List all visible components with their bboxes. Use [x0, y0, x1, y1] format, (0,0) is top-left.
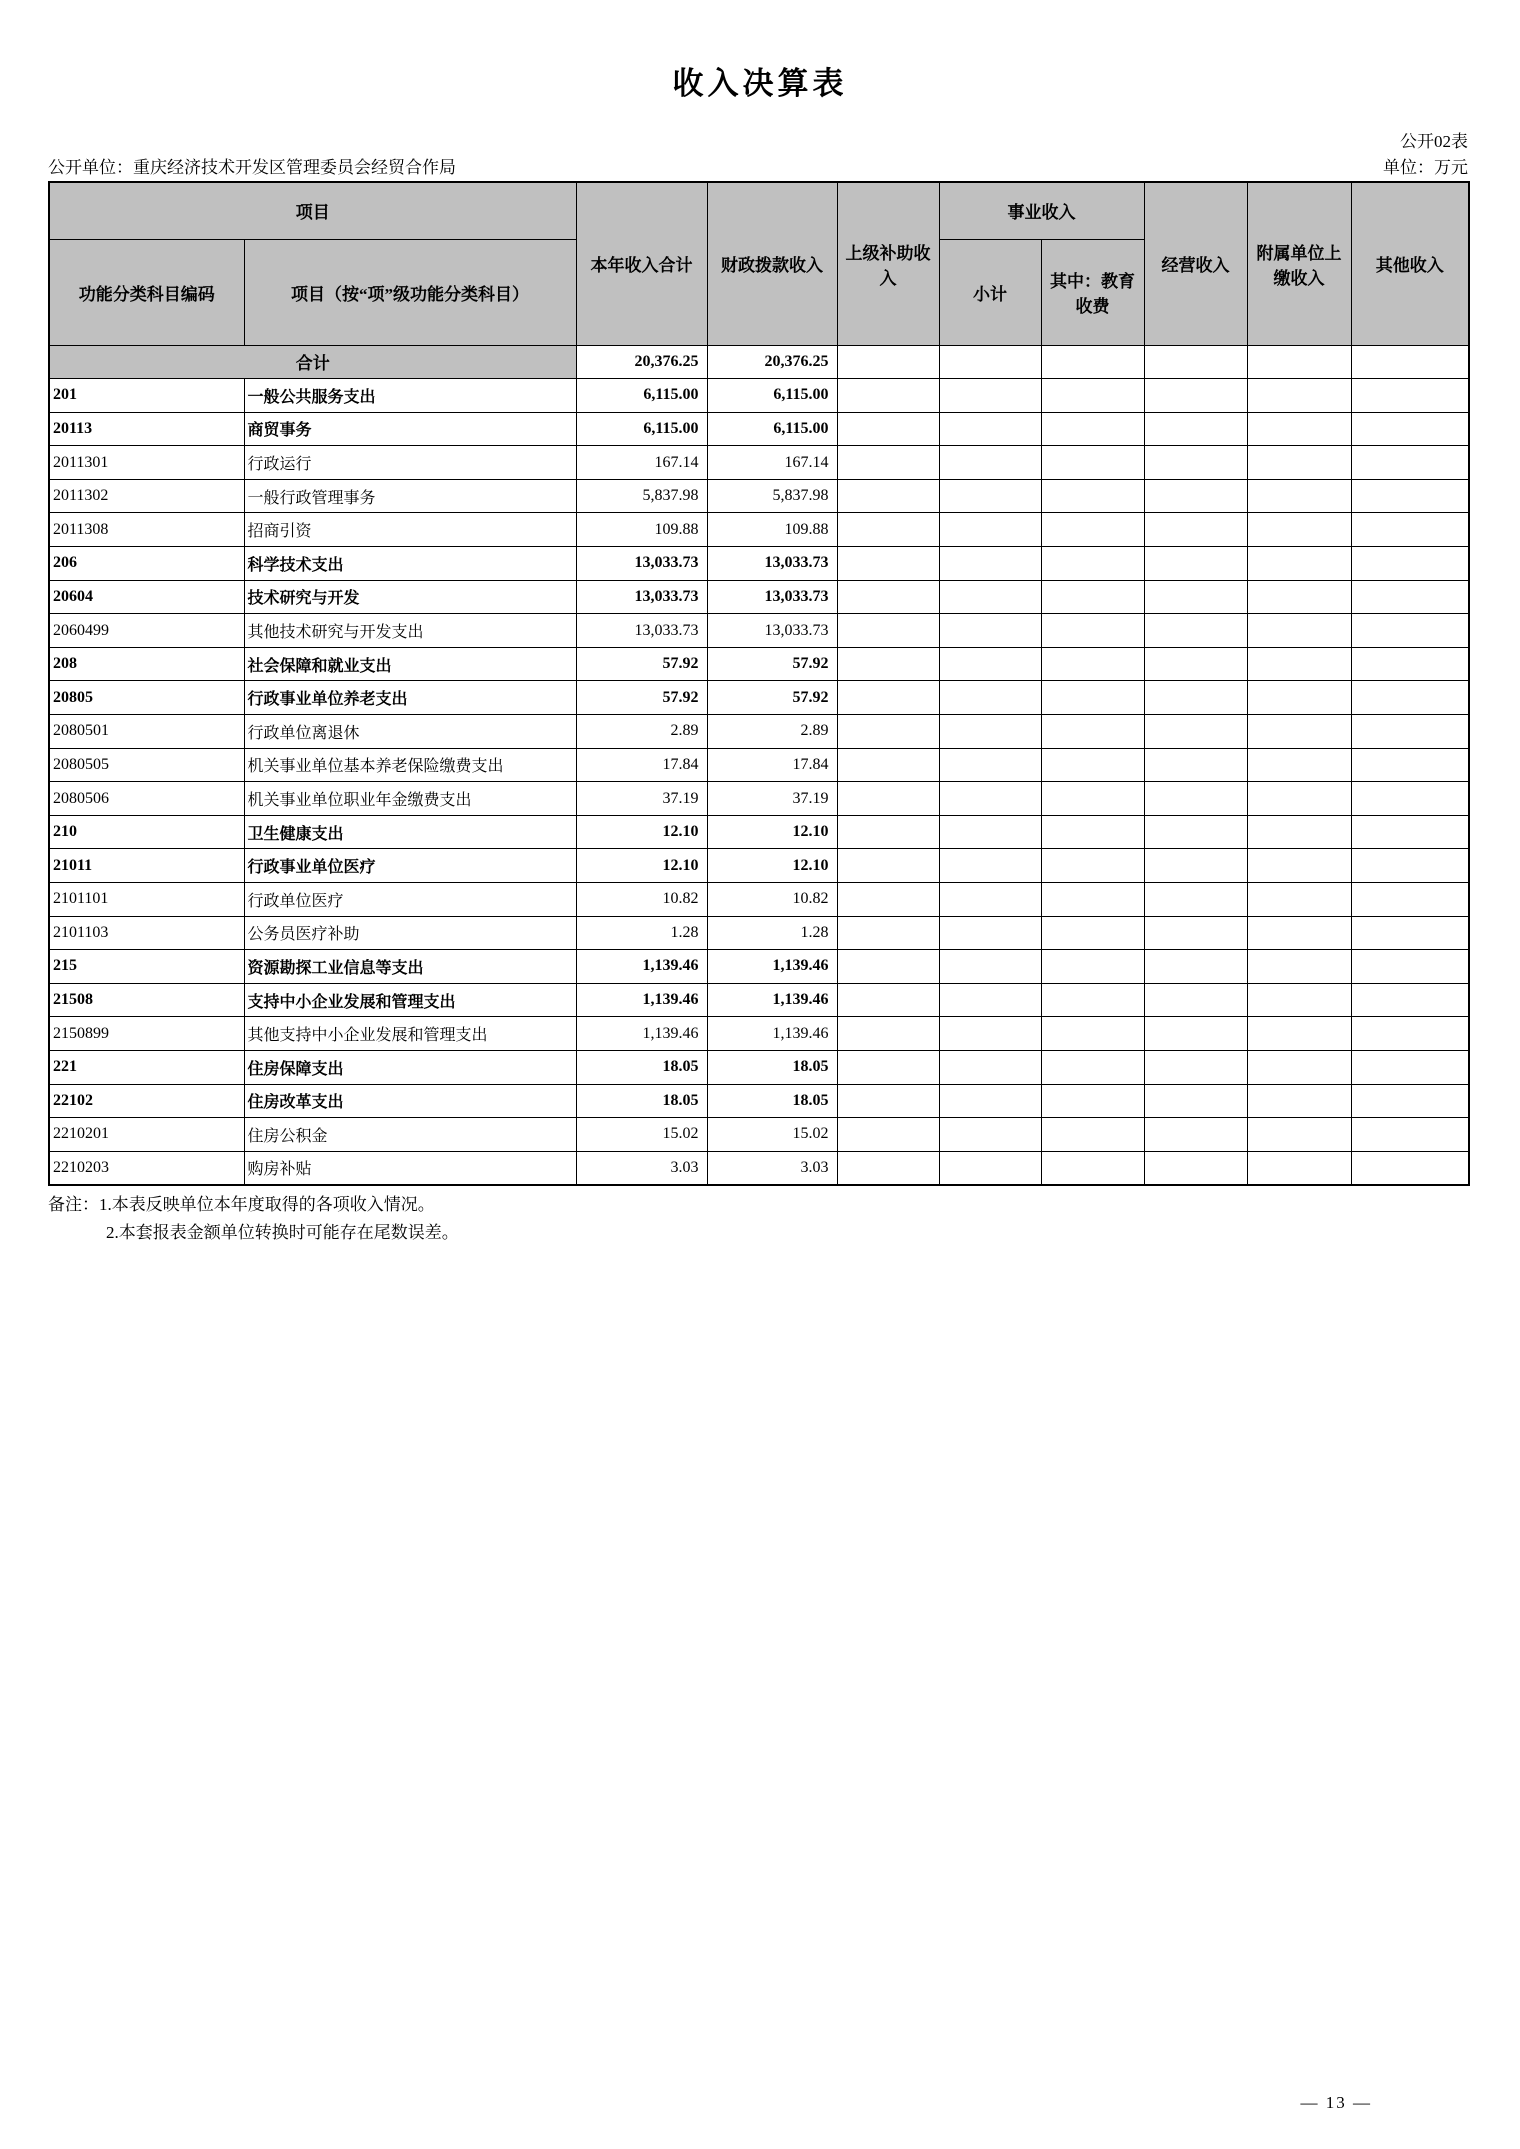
row-affiliated-remit	[1247, 379, 1351, 413]
row-superior-subsidy	[837, 547, 939, 581]
row-other-income	[1351, 1017, 1469, 1051]
row-code: 20604	[49, 580, 244, 614]
row-fiscal-allocation: 1.28	[707, 916, 837, 950]
table-row	[49, 916, 1469, 950]
header-operating-income: 经营收入	[1144, 182, 1247, 345]
row-fiscal-allocation: 20,376.25	[707, 345, 837, 379]
row-superior-subsidy	[837, 1050, 939, 1084]
row-education-fee	[1041, 916, 1144, 950]
row-fiscal-allocation: 1,139.46	[707, 983, 837, 1017]
row-annual-total: 10.82	[576, 883, 707, 917]
row-code: 2011301	[49, 446, 244, 480]
row-other-income	[1351, 1084, 1469, 1118]
row-item: 支持中小企业发展和管理支出	[244, 983, 576, 1017]
row-code: 2080505	[49, 748, 244, 782]
header-fiscal-allocation: 财政拨款收入	[707, 182, 837, 345]
row-fiscal-allocation: 3.03	[707, 1151, 837, 1185]
row-annual-total: 1,139.46	[576, 1017, 707, 1051]
row-education-fee	[1041, 1084, 1144, 1118]
row-education-fee	[1041, 983, 1144, 1017]
row-education-fee	[1041, 345, 1144, 379]
row-annual-total: 57.92	[576, 681, 707, 715]
row-superior-subsidy	[837, 950, 939, 984]
row-item: 卫生健康支出	[244, 815, 576, 849]
row-item: 行政单位医疗	[244, 883, 576, 917]
row-operating-income	[1144, 1118, 1247, 1152]
row-operating-income	[1144, 1151, 1247, 1185]
row-affiliated-remit	[1247, 513, 1351, 547]
row-education-fee	[1041, 950, 1144, 984]
table-row	[49, 446, 1469, 480]
table-row	[49, 748, 1469, 782]
row-code: 21011	[49, 849, 244, 883]
table-row	[49, 1118, 1469, 1152]
table-row	[49, 715, 1469, 749]
row-fiscal-allocation: 13,033.73	[707, 614, 837, 648]
row-code: 20113	[49, 412, 244, 446]
row-subtotal	[939, 849, 1041, 883]
row-fiscal-allocation: 57.92	[707, 647, 837, 681]
table-row	[49, 681, 1469, 715]
row-annual-total: 20,376.25	[576, 345, 707, 379]
row-other-income	[1351, 479, 1469, 513]
row-fiscal-allocation: 6,115.00	[707, 379, 837, 413]
row-other-income	[1351, 715, 1469, 749]
row-superior-subsidy	[837, 647, 939, 681]
row-item: 住房保障支出	[244, 1050, 576, 1084]
row-item: 技术研究与开发	[244, 580, 576, 614]
row-operating-income	[1144, 412, 1247, 446]
row-affiliated-remit	[1247, 748, 1351, 782]
row-annual-total: 37.19	[576, 782, 707, 816]
row-annual-total: 109.88	[576, 513, 707, 547]
page-number: — 13 —	[1300, 2093, 1372, 2112]
row-affiliated-remit	[1247, 815, 1351, 849]
row-item: 行政事业单位养老支出	[244, 681, 576, 715]
row-annual-total: 3.03	[576, 1151, 707, 1185]
row-subtotal	[939, 883, 1041, 917]
row-operating-income	[1144, 883, 1247, 917]
row-code: 2080506	[49, 782, 244, 816]
row-operating-income	[1144, 647, 1247, 681]
row-subtotal	[939, 345, 1041, 379]
header-education-fee: 其中：教育收费	[1041, 239, 1144, 345]
row-subtotal	[939, 748, 1041, 782]
row-operating-income	[1144, 1050, 1247, 1084]
row-other-income	[1351, 614, 1469, 648]
row-annual-total: 1,139.46	[576, 950, 707, 984]
row-operating-income	[1144, 815, 1247, 849]
row-annual-total: 57.92	[576, 647, 707, 681]
row-operating-income	[1144, 513, 1247, 547]
row-other-income	[1351, 681, 1469, 715]
row-item: 住房公积金	[244, 1118, 576, 1152]
row-code: 2060499	[49, 614, 244, 648]
table-row	[49, 547, 1469, 581]
row-superior-subsidy	[837, 1118, 939, 1152]
table-row	[49, 782, 1469, 816]
row-education-fee	[1041, 614, 1144, 648]
row-subtotal	[939, 580, 1041, 614]
row-superior-subsidy	[837, 446, 939, 480]
page-title: 收入决算表	[672, 66, 848, 101]
row-other-income	[1351, 782, 1469, 816]
row-annual-total: 12.10	[576, 849, 707, 883]
row-education-fee	[1041, 479, 1144, 513]
row-affiliated-remit	[1247, 412, 1351, 446]
note-line-2: 2.本套报表金额单位转换时可能存在尾数误差。	[106, 1222, 459, 1242]
row-operating-income	[1144, 681, 1247, 715]
table-row	[49, 883, 1469, 917]
row-superior-subsidy	[837, 715, 939, 749]
row-other-income	[1351, 1151, 1469, 1185]
row-item: 社会保障和就业支出	[244, 647, 576, 681]
row-operating-income	[1144, 916, 1247, 950]
row-annual-total: 13,033.73	[576, 614, 707, 648]
row-education-fee	[1041, 849, 1144, 883]
row-item: 其他技术研究与开发支出	[244, 614, 576, 648]
header-subtotal: 小计	[939, 239, 1041, 345]
row-code: 22102	[49, 1084, 244, 1118]
row-affiliated-remit	[1247, 580, 1351, 614]
table-row	[49, 1151, 1469, 1185]
row-item: 一般行政管理事务	[244, 479, 576, 513]
row-operating-income	[1144, 345, 1247, 379]
row-annual-total: 1.28	[576, 916, 707, 950]
table-row	[49, 379, 1469, 413]
row-code: 208	[49, 647, 244, 681]
row-code: 201	[49, 379, 244, 413]
row-subtotal	[939, 916, 1041, 950]
row-code: 2210203	[49, 1151, 244, 1185]
row-code: 2080501	[49, 715, 244, 749]
row-annual-total: 13,033.73	[576, 547, 707, 581]
row-code: 20805	[49, 681, 244, 715]
note-line-1: 备注：1.本表反映单位本年度取得的各项收入情况。	[48, 1194, 435, 1214]
row-affiliated-remit	[1247, 1151, 1351, 1185]
row-code: 2011302	[49, 479, 244, 513]
table-row	[49, 849, 1469, 883]
row-superior-subsidy	[837, 479, 939, 513]
table-row	[49, 479, 1469, 513]
row-operating-income	[1144, 782, 1247, 816]
row-education-fee	[1041, 513, 1144, 547]
row-fiscal-allocation: 13,033.73	[707, 547, 837, 581]
summary-row	[49, 345, 1469, 379]
row-affiliated-remit	[1247, 715, 1351, 749]
row-education-fee	[1041, 446, 1144, 480]
header-affiliated-remit: 附属单位上缴收入	[1247, 182, 1351, 345]
row-affiliated-remit	[1247, 1118, 1351, 1152]
row-affiliated-remit	[1247, 849, 1351, 883]
row-subtotal	[939, 715, 1041, 749]
row-fiscal-allocation: 17.84	[707, 748, 837, 782]
row-code: 206	[49, 547, 244, 581]
row-superior-subsidy	[837, 916, 939, 950]
row-subtotal	[939, 1118, 1041, 1152]
row-operating-income	[1144, 379, 1247, 413]
header-item: 项目（按“项”级功能分类科目）	[244, 239, 576, 345]
row-subtotal	[939, 479, 1041, 513]
table-row	[49, 412, 1469, 446]
row-operating-income	[1144, 547, 1247, 581]
row-annual-total: 13,033.73	[576, 580, 707, 614]
row-item: 商贸事务	[244, 412, 576, 446]
row-code: 2101101	[49, 883, 244, 917]
row-code: 2150899	[49, 1017, 244, 1051]
row-operating-income	[1144, 580, 1247, 614]
row-subtotal	[939, 1017, 1041, 1051]
row-other-income	[1351, 345, 1469, 379]
row-code: 221	[49, 1050, 244, 1084]
row-superior-subsidy	[837, 1017, 939, 1051]
row-item: 一般公共服务支出	[244, 379, 576, 413]
row-affiliated-remit	[1247, 614, 1351, 648]
row-other-income	[1351, 983, 1469, 1017]
row-fiscal-allocation: 18.05	[707, 1084, 837, 1118]
row-subtotal	[939, 1050, 1041, 1084]
row-education-fee	[1041, 715, 1144, 749]
row-operating-income	[1144, 1017, 1247, 1051]
row-affiliated-remit	[1247, 883, 1351, 917]
row-education-fee	[1041, 1118, 1144, 1152]
row-fiscal-allocation: 37.19	[707, 782, 837, 816]
row-annual-total: 6,115.00	[576, 379, 707, 413]
row-subtotal	[939, 1084, 1041, 1118]
row-subtotal	[939, 950, 1041, 984]
table-row	[49, 950, 1469, 984]
header-other-income: 其他收入	[1351, 182, 1469, 345]
row-education-fee	[1041, 412, 1144, 446]
row-affiliated-remit	[1247, 1017, 1351, 1051]
row-operating-income	[1144, 849, 1247, 883]
row-subtotal	[939, 782, 1041, 816]
row-superior-subsidy	[837, 580, 939, 614]
table-header	[49, 182, 1469, 345]
row-other-income	[1351, 883, 1469, 917]
row-annual-total: 17.84	[576, 748, 707, 782]
row-superior-subsidy	[837, 748, 939, 782]
row-other-income	[1351, 647, 1469, 681]
row-operating-income	[1144, 748, 1247, 782]
header-function-code: 功能分类科目编码	[49, 239, 244, 345]
table-row	[49, 983, 1469, 1017]
row-fiscal-allocation: 1,139.46	[707, 950, 837, 984]
row-item: 机关事业单位职业年金缴费支出	[244, 782, 576, 816]
row-other-income	[1351, 916, 1469, 950]
row-code: 2011308	[49, 513, 244, 547]
row-education-fee	[1041, 1017, 1144, 1051]
row-fiscal-allocation: 10.82	[707, 883, 837, 917]
row-other-income	[1351, 950, 1469, 984]
row-operating-income	[1144, 950, 1247, 984]
row-annual-total: 12.10	[576, 815, 707, 849]
header-project-group: 项目	[49, 182, 576, 239]
summary-label: 合计	[49, 345, 576, 379]
row-code: 2101103	[49, 916, 244, 950]
row-education-fee	[1041, 815, 1144, 849]
row-code: 215	[49, 950, 244, 984]
row-affiliated-remit	[1247, 916, 1351, 950]
row-item: 住房改革支出	[244, 1084, 576, 1118]
row-other-income	[1351, 547, 1469, 581]
publisher-label: 公开单位：重庆经济技术开发区管理委员会经贸合作局	[48, 158, 456, 177]
row-subtotal	[939, 446, 1041, 480]
row-annual-total: 167.14	[576, 446, 707, 480]
income-table	[48, 181, 1470, 1186]
table-row	[49, 1084, 1469, 1118]
row-other-income	[1351, 748, 1469, 782]
table-row	[49, 513, 1469, 547]
row-education-fee	[1041, 883, 1144, 917]
table-row	[49, 580, 1469, 614]
row-education-fee	[1041, 1151, 1144, 1185]
row-subtotal	[939, 614, 1041, 648]
row-fiscal-allocation: 167.14	[707, 446, 837, 480]
row-annual-total: 5,837.98	[576, 479, 707, 513]
row-superior-subsidy	[837, 883, 939, 917]
row-superior-subsidy	[837, 412, 939, 446]
row-education-fee	[1041, 748, 1144, 782]
row-item: 资源勘探工业信息等支出	[244, 950, 576, 984]
row-annual-total: 15.02	[576, 1118, 707, 1152]
row-fiscal-allocation: 6,115.00	[707, 412, 837, 446]
form-code: 公开02表	[1400, 132, 1468, 151]
row-fiscal-allocation: 109.88	[707, 513, 837, 547]
row-other-income	[1351, 446, 1469, 480]
row-affiliated-remit	[1247, 983, 1351, 1017]
row-affiliated-remit	[1247, 647, 1351, 681]
row-annual-total: 2.89	[576, 715, 707, 749]
row-fiscal-allocation: 12.10	[707, 815, 837, 849]
table-row	[49, 647, 1469, 681]
row-superior-subsidy	[837, 1084, 939, 1118]
row-subtotal	[939, 412, 1041, 446]
row-annual-total: 18.05	[576, 1050, 707, 1084]
row-other-income	[1351, 580, 1469, 614]
row-affiliated-remit	[1247, 345, 1351, 379]
row-code: 2210201	[49, 1118, 244, 1152]
row-superior-subsidy	[837, 849, 939, 883]
row-fiscal-allocation: 1,139.46	[707, 1017, 837, 1051]
row-education-fee	[1041, 580, 1144, 614]
header-superior-subsidy: 上级补助收入	[837, 182, 939, 345]
row-operating-income	[1144, 983, 1247, 1017]
row-other-income	[1351, 1050, 1469, 1084]
row-item: 公务员医疗补助	[244, 916, 576, 950]
row-other-income	[1351, 1118, 1469, 1152]
row-subtotal	[939, 681, 1041, 715]
row-other-income	[1351, 513, 1469, 547]
table-row	[49, 1050, 1469, 1084]
table-row	[49, 614, 1469, 648]
row-affiliated-remit	[1247, 1084, 1351, 1118]
row-superior-subsidy	[837, 345, 939, 379]
row-code: 21508	[49, 983, 244, 1017]
row-fiscal-allocation: 13,033.73	[707, 580, 837, 614]
row-item: 行政运行	[244, 446, 576, 480]
row-affiliated-remit	[1247, 547, 1351, 581]
row-operating-income	[1144, 479, 1247, 513]
row-other-income	[1351, 849, 1469, 883]
row-item: 科学技术支出	[244, 547, 576, 581]
row-other-income	[1351, 379, 1469, 413]
meta-row	[48, 153, 1468, 178]
row-fiscal-allocation: 15.02	[707, 1118, 837, 1152]
table-row	[49, 815, 1469, 849]
row-affiliated-remit	[1247, 681, 1351, 715]
row-subtotal	[939, 1151, 1041, 1185]
row-education-fee	[1041, 681, 1144, 715]
row-education-fee	[1041, 1050, 1144, 1084]
row-subtotal	[939, 547, 1041, 581]
row-code: 210	[49, 815, 244, 849]
table-body	[49, 345, 1469, 1185]
row-education-fee	[1041, 379, 1144, 413]
row-superior-subsidy	[837, 379, 939, 413]
row-item: 行政单位离退休	[244, 715, 576, 749]
row-item: 其他支持中小企业发展和管理支出	[244, 1017, 576, 1051]
row-affiliated-remit	[1247, 950, 1351, 984]
row-other-income	[1351, 412, 1469, 446]
header-business-income-group: 事业收入	[939, 182, 1144, 239]
row-annual-total: 1,139.46	[576, 983, 707, 1017]
row-affiliated-remit	[1247, 479, 1351, 513]
row-superior-subsidy	[837, 1151, 939, 1185]
row-superior-subsidy	[837, 614, 939, 648]
row-other-income	[1351, 815, 1469, 849]
row-operating-income	[1144, 1084, 1247, 1118]
row-superior-subsidy	[837, 513, 939, 547]
row-subtotal	[939, 983, 1041, 1017]
table-row	[49, 1017, 1469, 1051]
row-superior-subsidy	[837, 681, 939, 715]
row-fiscal-allocation: 57.92	[707, 681, 837, 715]
row-subtotal	[939, 513, 1041, 547]
row-affiliated-remit	[1247, 1050, 1351, 1084]
row-operating-income	[1144, 446, 1247, 480]
row-subtotal	[939, 379, 1041, 413]
row-item: 招商引资	[244, 513, 576, 547]
row-education-fee	[1041, 782, 1144, 816]
row-subtotal	[939, 647, 1041, 681]
row-fiscal-allocation: 2.89	[707, 715, 837, 749]
row-superior-subsidy	[837, 782, 939, 816]
row-annual-total: 6,115.00	[576, 412, 707, 446]
unit-label: 单位：万元	[1383, 158, 1468, 177]
row-superior-subsidy	[837, 815, 939, 849]
row-operating-income	[1144, 715, 1247, 749]
row-superior-subsidy	[837, 983, 939, 1017]
row-affiliated-remit	[1247, 782, 1351, 816]
row-affiliated-remit	[1247, 446, 1351, 480]
row-fiscal-allocation: 12.10	[707, 849, 837, 883]
row-fiscal-allocation: 5,837.98	[707, 479, 837, 513]
row-education-fee	[1041, 547, 1144, 581]
row-education-fee	[1041, 647, 1144, 681]
header-annual-total: 本年收入合计	[576, 182, 707, 345]
row-annual-total: 18.05	[576, 1084, 707, 1118]
row-item: 机关事业单位基本养老保险缴费支出	[244, 748, 576, 782]
row-subtotal	[939, 815, 1041, 849]
row-operating-income	[1144, 614, 1247, 648]
notes	[48, 1191, 1520, 1247]
row-fiscal-allocation: 18.05	[707, 1050, 837, 1084]
row-item: 行政事业单位医疗	[244, 849, 576, 883]
row-item: 购房补贴	[244, 1151, 576, 1185]
